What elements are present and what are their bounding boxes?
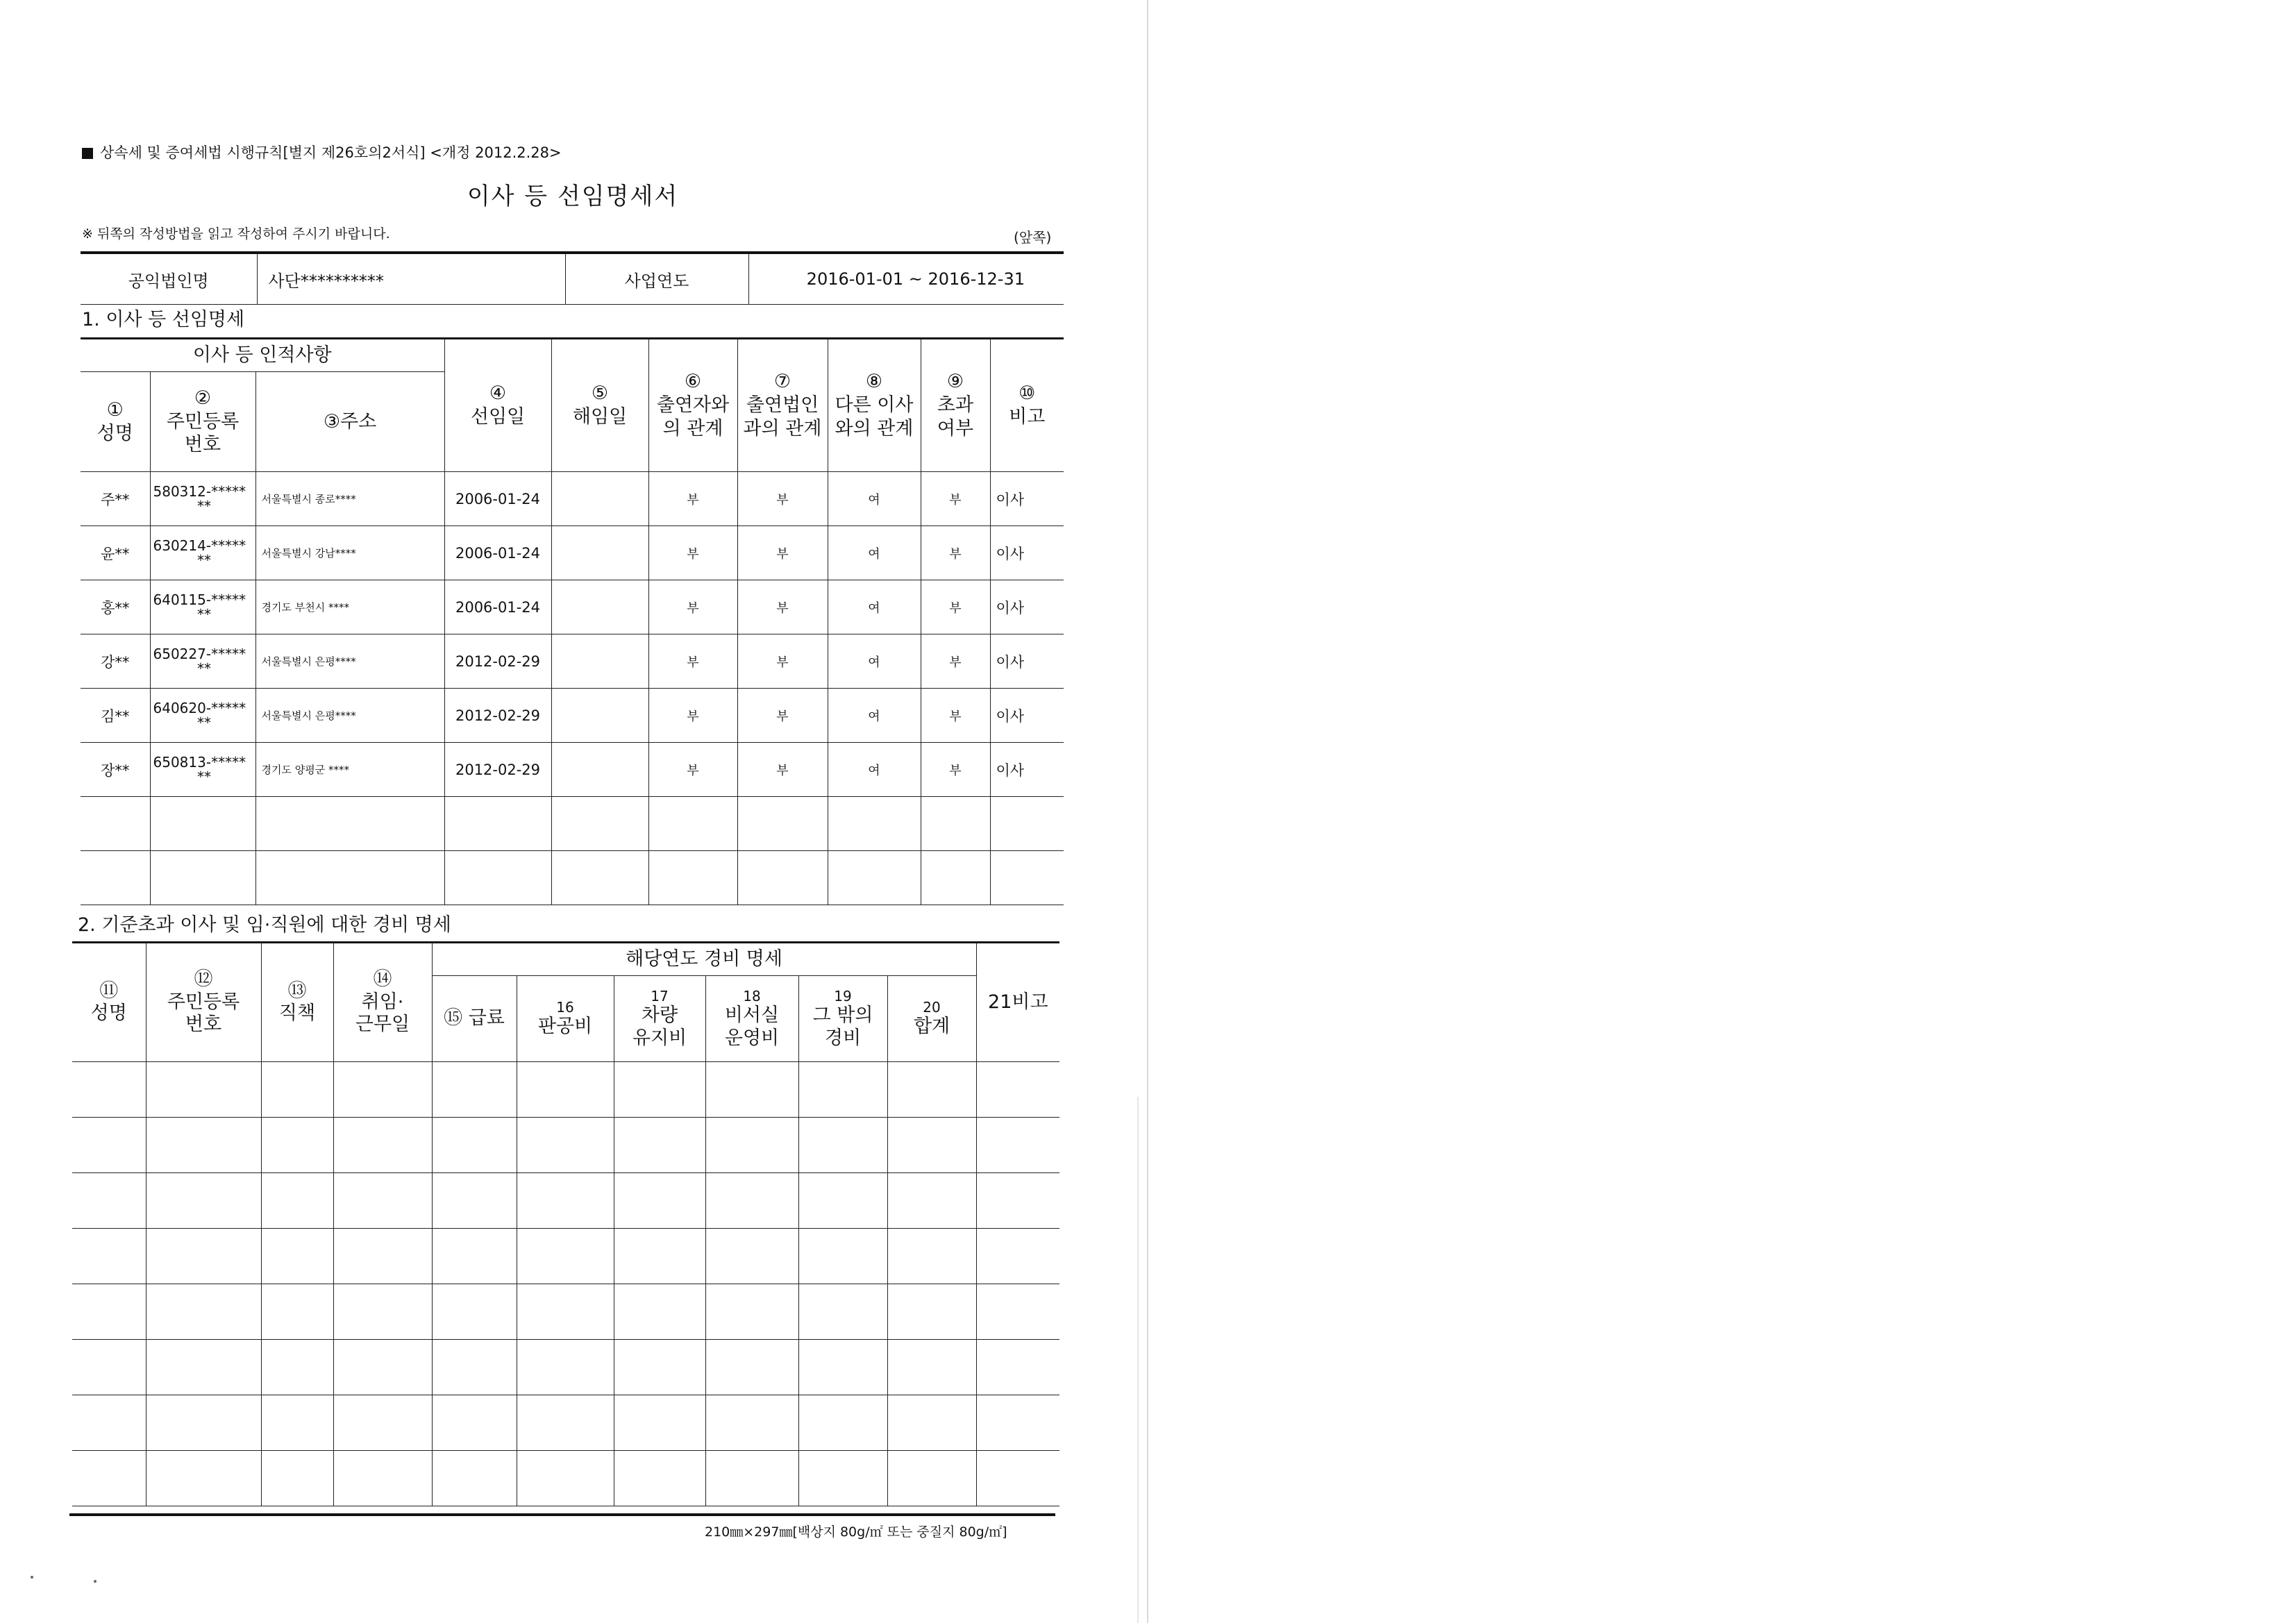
empty-cell	[333, 1284, 432, 1340]
cell-jumin: 580312-***** **	[150, 472, 255, 526]
empty-cell	[72, 1451, 146, 1506]
empty-cell	[705, 1229, 798, 1284]
empty-cell	[261, 1284, 333, 1340]
empty-cell	[798, 1229, 887, 1284]
empty-cell	[614, 1173, 705, 1229]
empty-row	[72, 1395, 1059, 1451]
empty-cell	[614, 1340, 705, 1395]
expense-group-header: 해당연도 경비 명세	[432, 943, 976, 976]
empty-cell	[976, 1284, 1059, 1340]
cell-rel-donor: 부	[648, 743, 737, 797]
empty-cell	[517, 1395, 614, 1451]
cell-note: 이사	[990, 743, 1064, 797]
col-other-expense-header: 19 그 밖의 경비	[798, 976, 887, 1062]
empty-cell	[517, 1451, 614, 1506]
col-secretary-header: 18 비서실 운영비	[705, 976, 798, 1062]
empty-cell	[72, 1229, 146, 1284]
cell-appointed: 2006-01-24	[444, 580, 551, 634]
empty-cell	[614, 1229, 705, 1284]
cell-rel-donor: 부	[648, 580, 737, 634]
cell-excess: 부	[921, 634, 990, 689]
cell-excess: 부	[921, 526, 990, 580]
col-note-header: ⑩ 비고	[990, 339, 1064, 472]
empty-cell	[614, 1284, 705, 1340]
cell-name: 강**	[81, 634, 150, 689]
cell-rel-other: 여	[828, 472, 921, 526]
empty-cell	[333, 1062, 432, 1118]
cell-jumin: 640115-***** **	[150, 580, 255, 634]
square-bullet-icon	[82, 148, 93, 159]
empty-cell	[705, 1062, 798, 1118]
table-row	[81, 743, 1064, 797]
empty-cell	[432, 1229, 517, 1284]
col-s2-note-header: 21비고	[976, 943, 1059, 1062]
empty-cell	[887, 1284, 976, 1340]
empty-cell	[432, 1173, 517, 1229]
empty-cell	[146, 1284, 261, 1340]
cell-rel-corp: 부	[737, 689, 828, 743]
empty-cell	[798, 1395, 887, 1451]
empty-cell	[146, 1451, 261, 1506]
cell-note: 이사	[990, 634, 1064, 689]
cell-rel-corp: 부	[737, 634, 828, 689]
empty-cell	[333, 1340, 432, 1395]
paper-spec: 210㎜×297㎜[백상지 80g/㎡ 또는 중질지 80g/㎡]	[705, 1524, 1007, 1540]
cell-excess: 부	[921, 689, 990, 743]
empty-cell	[146, 1229, 261, 1284]
org-name-label: 공익법인명	[81, 253, 257, 305]
empty-cell	[976, 1173, 1059, 1229]
cell-note: 이사	[990, 526, 1064, 580]
empty-cell	[261, 1173, 333, 1229]
empty-cell	[976, 1229, 1059, 1284]
form-source-line	[82, 142, 562, 162]
empty-row	[81, 851, 1064, 905]
personal-info-group-header: 이사 등 인적사항	[81, 339, 444, 372]
empty-cell	[517, 1284, 614, 1340]
empty-cell	[976, 1118, 1059, 1173]
cell-appointed: 2006-01-24	[444, 472, 551, 526]
cell-name: 홍**	[81, 580, 150, 634]
col-jumin-header: ② 주민등록 번호	[150, 372, 255, 472]
cell-appointed: 2012-02-29	[444, 689, 551, 743]
cell-rel-other: 여	[828, 689, 921, 743]
empty-cell	[72, 1284, 146, 1340]
cell-jumin: 630214-***** **	[150, 526, 255, 580]
col-rel-other-header: ⑧ 다른 이사 와의 관계	[828, 339, 921, 472]
empty-row	[72, 1229, 1059, 1284]
empty-cell	[887, 1062, 976, 1118]
empty-cell	[517, 1173, 614, 1229]
empty-cell	[146, 1173, 261, 1229]
col-rel-corp-header: ⑦ 출연법인 과의 관계	[737, 339, 828, 472]
col-position-header: ⑬ 직책	[261, 943, 333, 1062]
empty-cell	[887, 1229, 976, 1284]
empty-cell	[705, 1173, 798, 1229]
empty-cell	[72, 1340, 146, 1395]
empty-cell	[976, 1395, 1059, 1451]
empty-cell	[333, 1229, 432, 1284]
cell-name: 김**	[81, 689, 150, 743]
empty-cell	[333, 1173, 432, 1229]
cell-rel-corp: 부	[737, 580, 828, 634]
cell-excess: 부	[921, 580, 990, 634]
section2-heading: 2. 기준초과 이사 및 임·직원에 대한 경비 명세	[78, 914, 451, 936]
empty-cell	[72, 1395, 146, 1451]
col-excess-header: ⑨ 초과 여부	[921, 339, 990, 472]
empty-cell	[614, 1395, 705, 1451]
cell-jumin: 640620-***** **	[150, 689, 255, 743]
table-row	[81, 689, 1064, 743]
org-name-value: 사단**********	[257, 253, 565, 305]
cell-address: 서울특별시 종로****	[255, 472, 444, 526]
cell-rel-other: 여	[828, 743, 921, 797]
cell-appointed: 2006-01-24	[444, 526, 551, 580]
empty-cell	[333, 1395, 432, 1451]
form-page	[0, 0, 1146, 1623]
empty-cell	[614, 1062, 705, 1118]
empty-cell	[705, 1451, 798, 1506]
empty-cell	[517, 1229, 614, 1284]
cell-name: 주**	[81, 472, 150, 526]
empty-cell	[614, 1451, 705, 1506]
cell-jumin: 650227-***** **	[150, 634, 255, 689]
empty-cell	[146, 1062, 261, 1118]
empty-cell	[146, 1395, 261, 1451]
cell-rel-corp: 부	[737, 743, 828, 797]
empty-row	[72, 1284, 1059, 1340]
empty-cell	[72, 1118, 146, 1173]
cell-jumin: 650813-***** **	[150, 743, 255, 797]
cell-address: 경기도 부천시 ****	[255, 580, 444, 634]
empty-cell	[432, 1340, 517, 1395]
cell-address: 경기도 양평군 ****	[255, 743, 444, 797]
col-total-header: 20 합계	[887, 976, 976, 1062]
empty-cell	[432, 1284, 517, 1340]
empty-cell	[976, 1340, 1059, 1395]
table-row	[81, 634, 1064, 689]
empty-cell	[705, 1284, 798, 1340]
cell-rel-other: 여	[828, 634, 921, 689]
page-edge-line	[1137, 1097, 1139, 1623]
empty-row	[72, 1173, 1059, 1229]
org-info-table	[81, 251, 1064, 305]
empty-cell	[887, 1173, 976, 1229]
col-appointed-header: ④ 선임일	[444, 339, 551, 472]
cell-name: 윤**	[81, 526, 150, 580]
cell-excess: 부	[921, 743, 990, 797]
col-vehicle-header: 17 차량 유지비	[614, 976, 705, 1062]
empty-cell	[798, 1451, 887, 1506]
cell-dismissed	[551, 743, 648, 797]
empty-cell	[333, 1118, 432, 1173]
col-address-header: ③주소	[255, 372, 444, 472]
empty-cell	[261, 1118, 333, 1173]
cell-dismissed	[551, 689, 648, 743]
empty-row	[81, 797, 1064, 851]
col-rel-donor-header: ⑥ 출연자와 의 관계	[648, 339, 737, 472]
empty-cell	[261, 1395, 333, 1451]
cell-note: 이사	[990, 580, 1064, 634]
empty-cell	[146, 1340, 261, 1395]
cell-name: 장**	[81, 743, 150, 797]
cell-rel-corp: 부	[737, 472, 828, 526]
empty-cell	[72, 1062, 146, 1118]
cell-appointed: 2012-02-29	[444, 634, 551, 689]
empty-cell	[705, 1118, 798, 1173]
cell-note: 이사	[990, 472, 1064, 526]
bottom-rule	[69, 1513, 1055, 1516]
empty-cell	[432, 1118, 517, 1173]
empty-row	[72, 1451, 1059, 1506]
cell-rel-donor: 부	[648, 472, 737, 526]
empty-cell	[517, 1118, 614, 1173]
table-row	[81, 472, 1064, 526]
empty-cell	[887, 1118, 976, 1173]
col-salary-header: ⑮ 급료	[432, 976, 517, 1062]
business-year-value: 2016-01-01 ~ 2016-12-31	[748, 253, 1064, 305]
empty-cell	[976, 1062, 1059, 1118]
cell-address: 서울특별시 은평****	[255, 689, 444, 743]
empty-cell	[72, 1173, 146, 1229]
cell-appointed: 2012-02-29	[444, 743, 551, 797]
col-entertainment-header: 16 판공비	[517, 976, 614, 1062]
empty-cell	[798, 1118, 887, 1173]
empty-row	[72, 1118, 1059, 1173]
col-s2-name-header: ⑪ 성명	[72, 943, 146, 1062]
expenses-table	[72, 941, 1059, 1506]
cell-dismissed	[551, 472, 648, 526]
instruction-note: ※ 뒤쪽의 작성방법을 읽고 작성하여 주시기 바랍니다.	[82, 226, 390, 242]
empty-cell	[432, 1451, 517, 1506]
empty-cell	[146, 1118, 261, 1173]
cell-dismissed	[551, 634, 648, 689]
cell-rel-donor: 부	[648, 526, 737, 580]
cell-dismissed	[551, 526, 648, 580]
table-row	[81, 580, 1064, 634]
cell-dismissed	[551, 580, 648, 634]
empty-cell	[517, 1062, 614, 1118]
empty-cell	[432, 1395, 517, 1451]
empty-cell	[261, 1340, 333, 1395]
empty-cell	[705, 1340, 798, 1395]
empty-cell	[517, 1340, 614, 1395]
empty-cell	[887, 1395, 976, 1451]
empty-cell	[333, 1451, 432, 1506]
empty-row	[72, 1340, 1059, 1395]
cell-rel-other: 여	[828, 580, 921, 634]
empty-cell	[887, 1451, 976, 1506]
page-fold-line	[1147, 0, 1148, 1623]
cell-rel-other: 여	[828, 526, 921, 580]
page-side-label: (앞쪽)	[1014, 229, 1052, 246]
cell-rel-corp: 부	[737, 526, 828, 580]
cell-excess: 부	[921, 472, 990, 526]
cell-rel-donor: 부	[648, 689, 737, 743]
col-term-header: ⑭ 취임· 근무일	[333, 943, 432, 1062]
col-name-header: ① 성명	[81, 372, 150, 472]
empty-cell	[261, 1451, 333, 1506]
empty-cell	[887, 1340, 976, 1395]
empty-row	[72, 1062, 1059, 1118]
empty-cell	[798, 1284, 887, 1340]
empty-cell	[976, 1451, 1059, 1506]
form-title: 이사 등 선임명세서	[467, 183, 679, 210]
empty-cell	[705, 1395, 798, 1451]
business-year-label: 사업연도	[565, 253, 748, 305]
section1-heading: 1. 이사 등 선임명세	[82, 309, 245, 330]
cell-address: 서울특별시 강남****	[255, 526, 444, 580]
empty-cell	[798, 1340, 887, 1395]
empty-cell	[614, 1118, 705, 1173]
empty-cell	[798, 1173, 887, 1229]
empty-cell	[432, 1062, 517, 1118]
directors-table	[81, 337, 1064, 905]
col-s2-jumin-header: ⑫ 주민등록 번호	[146, 943, 261, 1062]
cell-rel-donor: 부	[648, 634, 737, 689]
table-row	[81, 526, 1064, 580]
empty-cell	[261, 1062, 333, 1118]
col-dismissed-header: ⑤ 해임일	[551, 339, 648, 472]
cell-note: 이사	[990, 689, 1064, 743]
form-source-text: 상속세 및 증여세법 시행규칙[별지 제26호의2서식] <개정 2012.2.28>	[100, 144, 562, 161]
empty-cell	[798, 1062, 887, 1118]
empty-cell	[261, 1229, 333, 1284]
cell-address: 서울특별시 은평****	[255, 634, 444, 689]
